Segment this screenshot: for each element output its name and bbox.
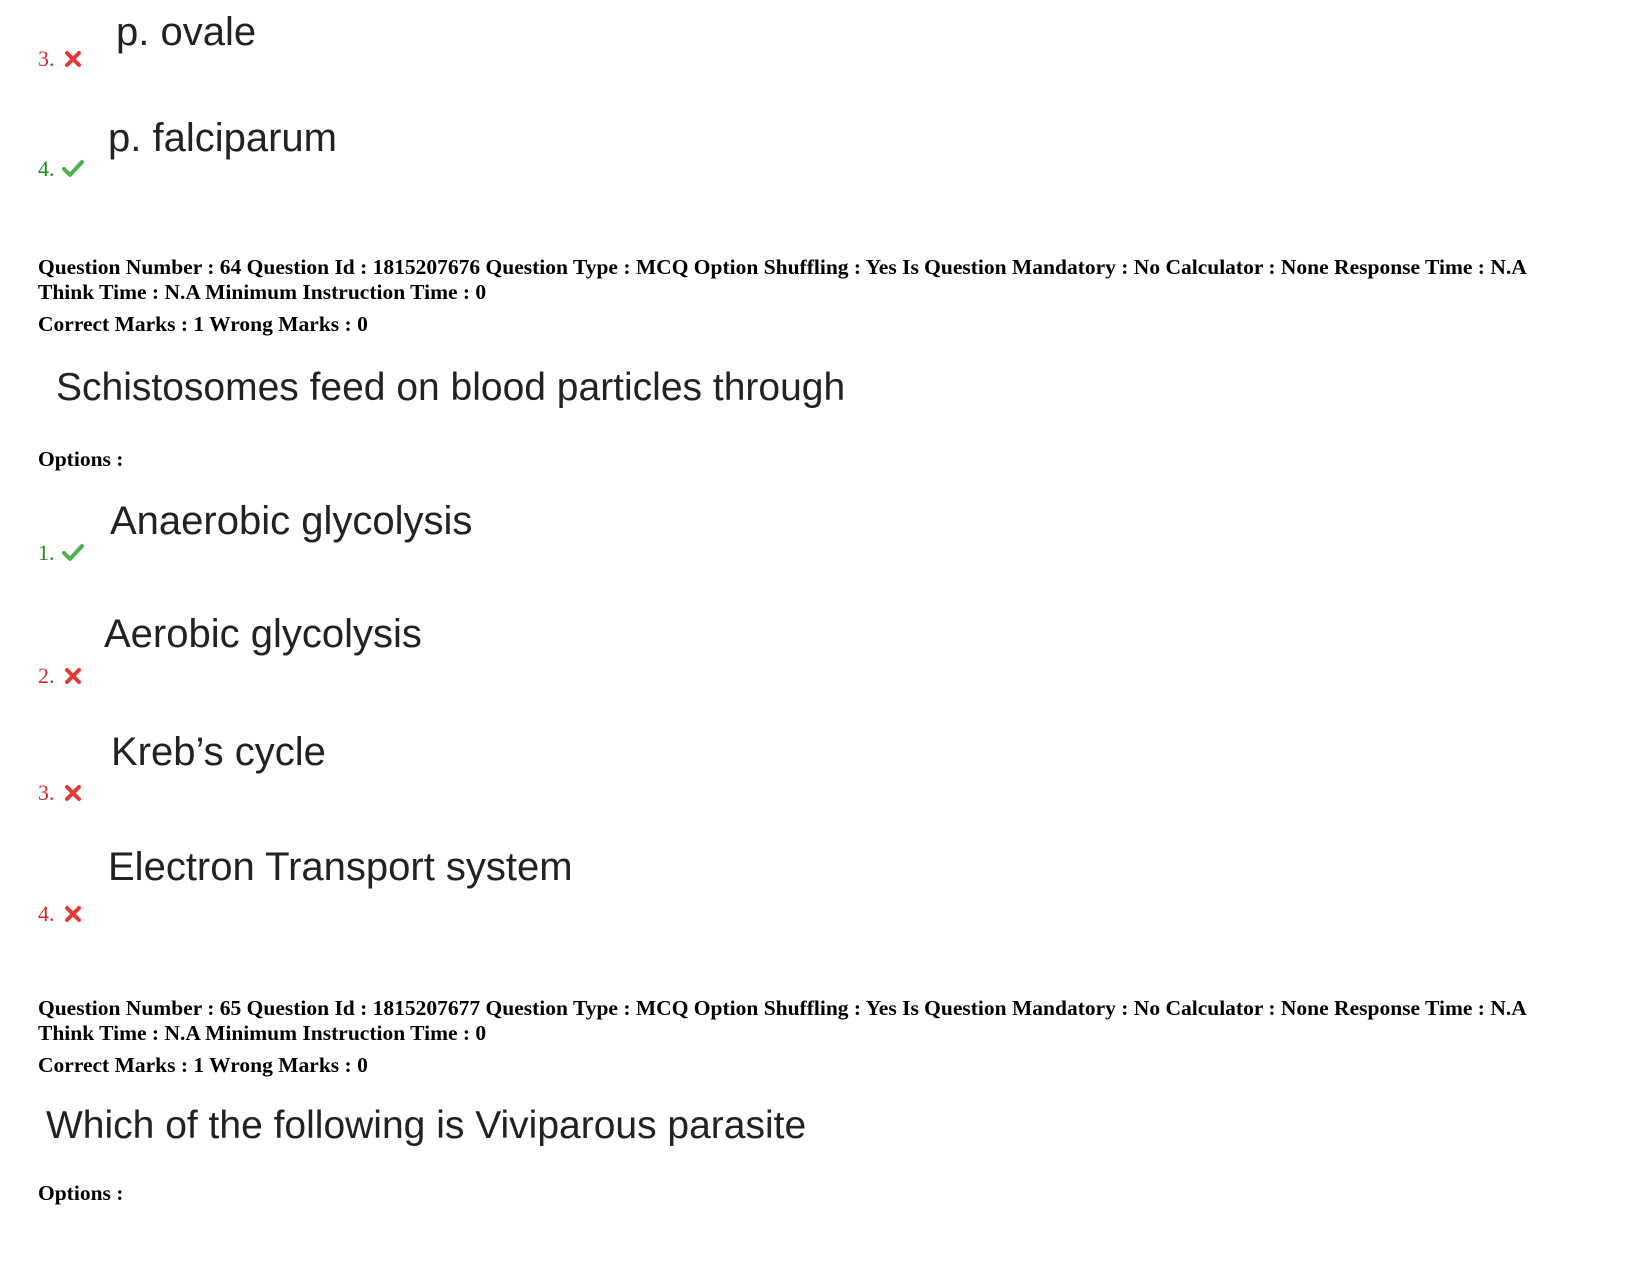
check-icon (61, 159, 85, 179)
option-number (38, 158, 85, 180)
option-text: Electron Transport system (108, 845, 573, 889)
question-text: Schistosomes feed on blood particles through (56, 366, 846, 409)
cross-icon (61, 783, 85, 803)
option-number (38, 542, 85, 564)
cross-icon (61, 666, 85, 686)
cross-icon (61, 49, 85, 69)
option-text: p. falciparum (108, 116, 337, 160)
question-text: Which of the following is Viviparous parasite (46, 1104, 807, 1147)
option-number-label: 3. (38, 780, 55, 805)
check-icon (61, 543, 85, 563)
options-label: Options : (38, 1181, 124, 1205)
question-meta-line: Think Time : N.A Minimum Instruction Time : 0 (38, 1021, 487, 1045)
option-text: p. ovale (116, 10, 257, 54)
option-number-label: 2. (38, 663, 55, 688)
question-marks: Correct Marks : 1 Wrong Marks : 0 (38, 1053, 368, 1077)
option-number (38, 665, 85, 687)
options-label: Options : (38, 447, 124, 471)
question-meta-line: Think Time : N.A Minimum Instruction Time : 0 (38, 280, 487, 304)
option-number-label: 3. (38, 46, 55, 71)
option-number-label: 4. (38, 156, 55, 181)
option-number (38, 48, 85, 70)
option-number (38, 782, 85, 804)
question-meta-line: Question Number : 65 Question Id : 1815207677 Question Type : MCQ Option Shuffling : Yes Is Question Mandatory : No Calculator : None Response Time : N.A (38, 996, 1527, 1020)
cross-icon (61, 904, 85, 924)
option-text: Kreb’s cycle (111, 730, 326, 774)
option-number (38, 903, 85, 925)
question-meta-line: Question Number : 64 Question Id : 1815207676 Question Type : MCQ Option Shuffling : Yes Is Question Mandatory : No Calculator : None Response Time : N.A (38, 255, 1527, 279)
option-text: Aerobic glycolysis (104, 612, 422, 656)
question-marks: Correct Marks : 1 Wrong Marks : 0 (38, 312, 368, 336)
option-number-label: 1. (38, 540, 55, 565)
option-number-label: 4. (38, 901, 55, 926)
option-text: Anaerobic glycolysis (110, 499, 473, 543)
